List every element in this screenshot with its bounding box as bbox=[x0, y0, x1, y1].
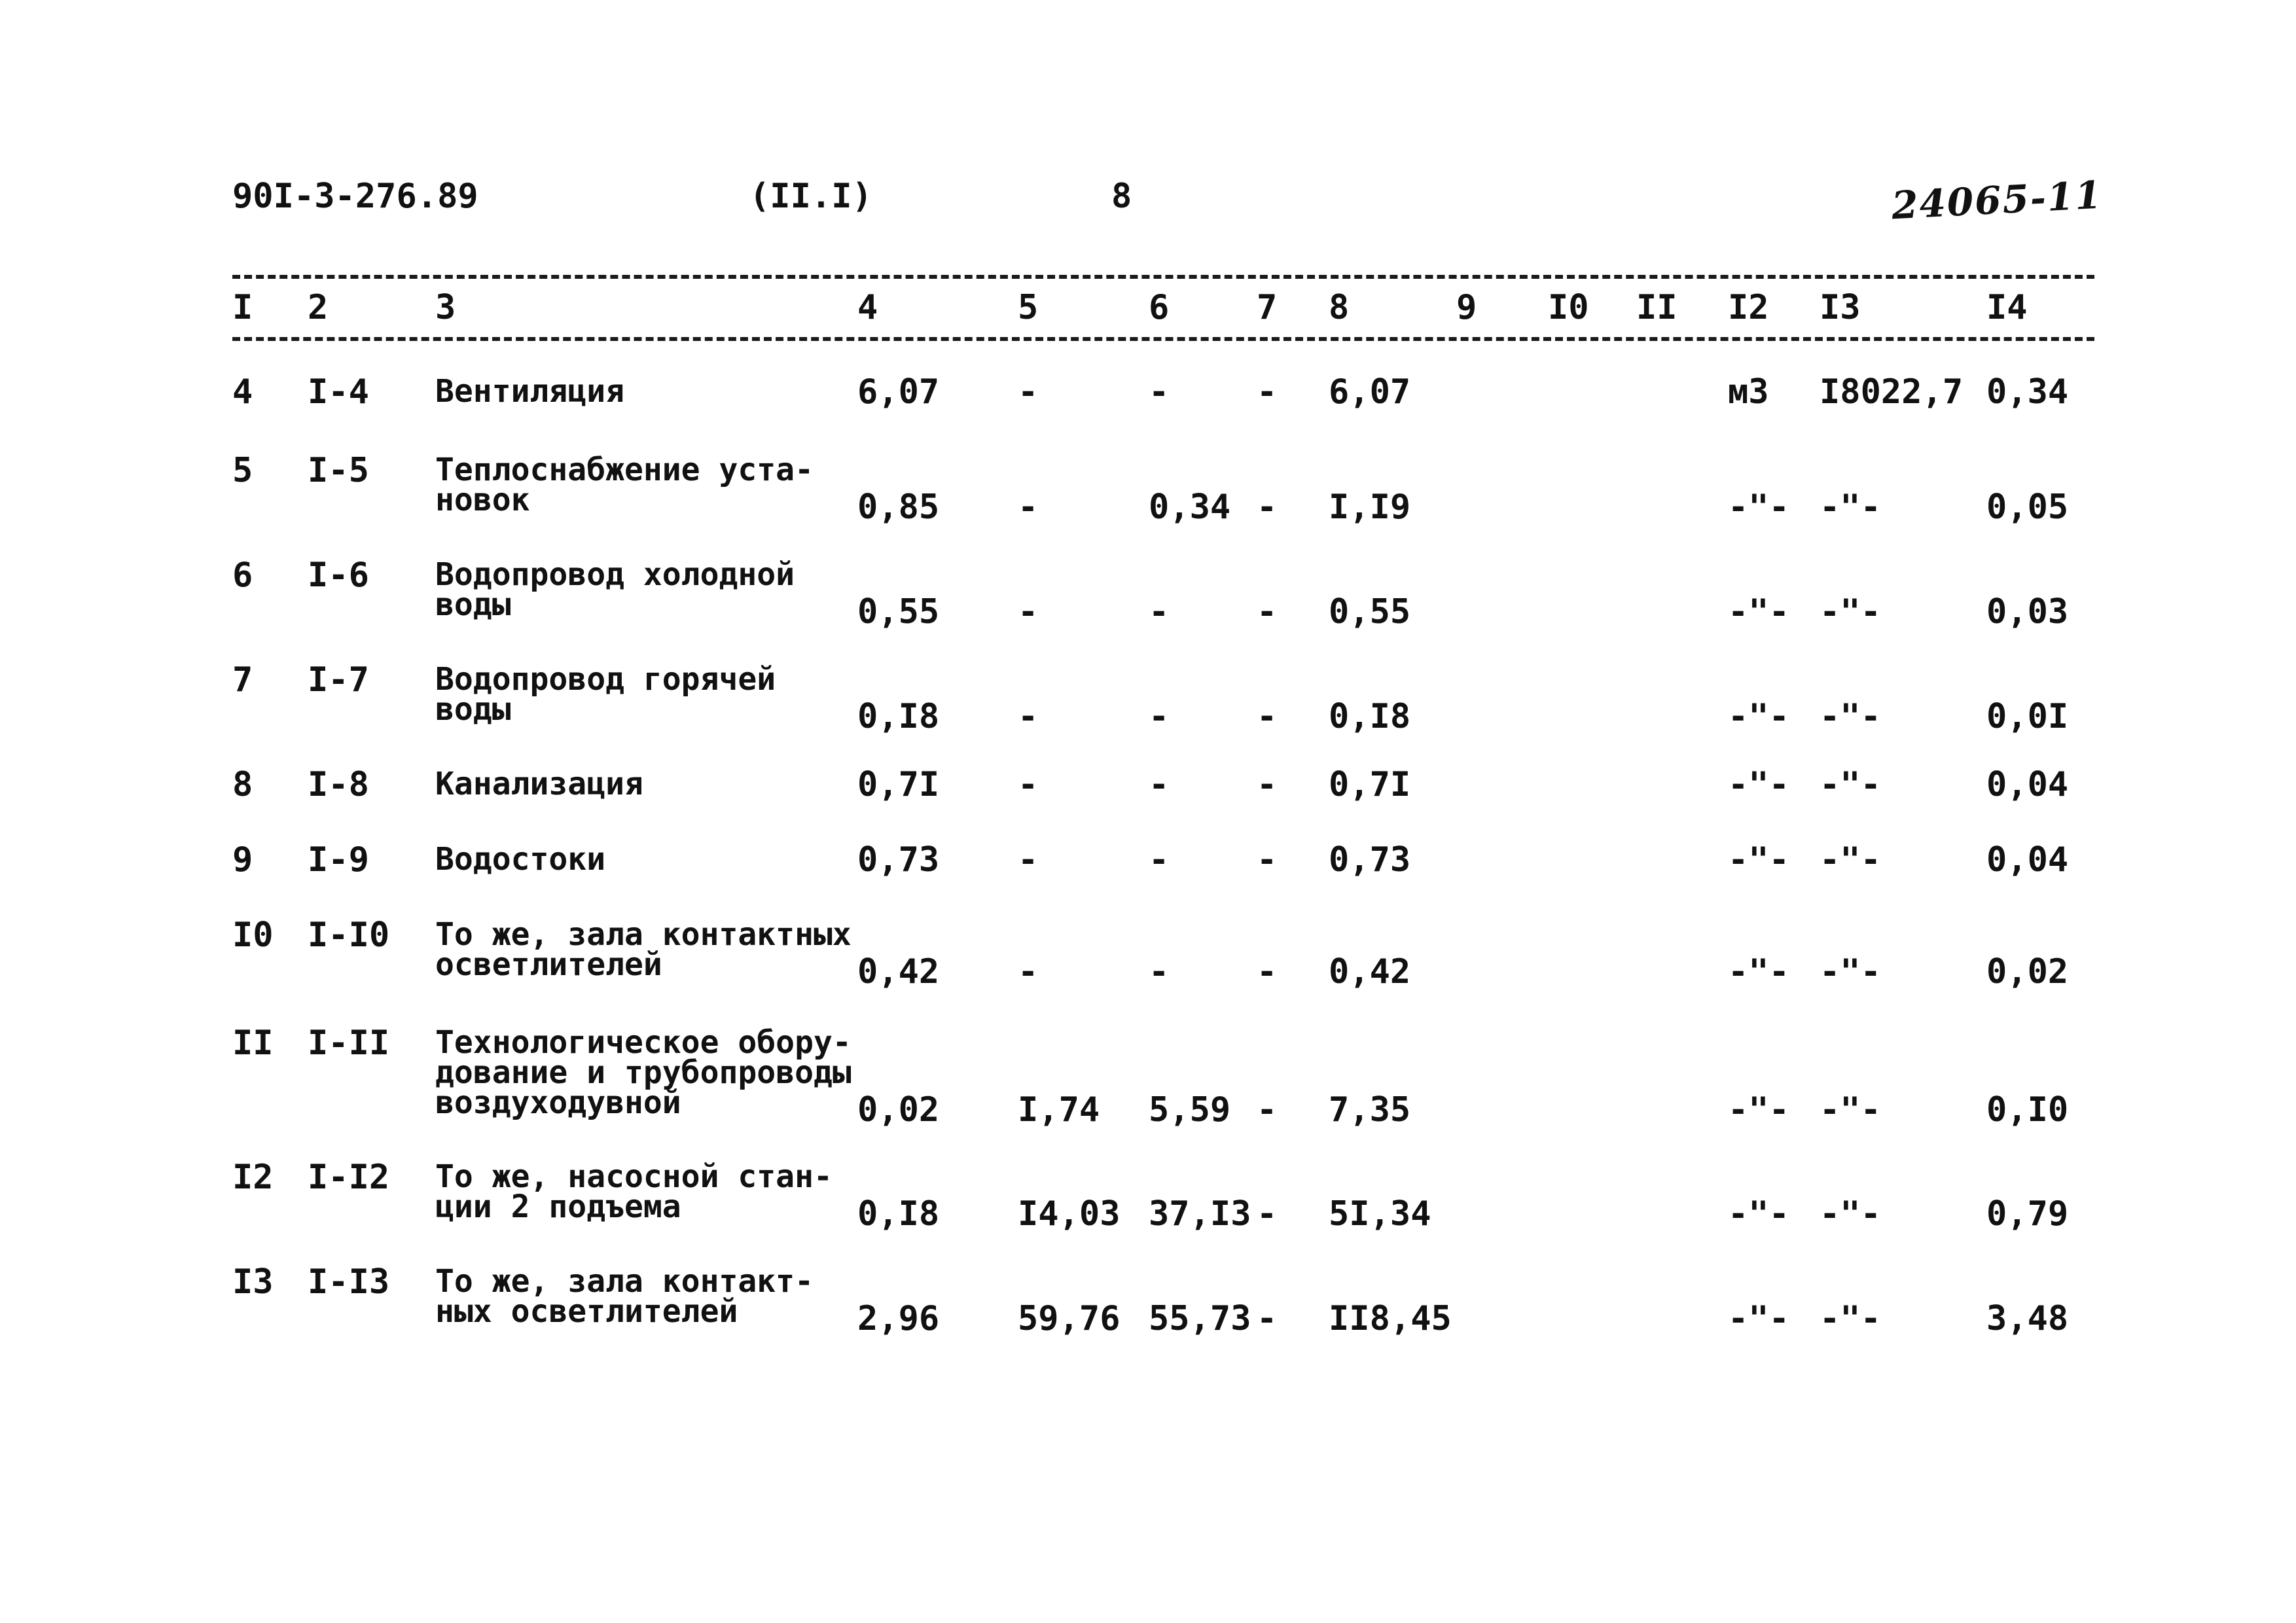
cell-col6: - bbox=[1149, 765, 1170, 804]
cell-col7: - bbox=[1257, 592, 1278, 632]
row-name-line: Водопровод горячей bbox=[435, 661, 776, 698]
column-number: 2 bbox=[308, 288, 329, 327]
cell-col8: 0,7I bbox=[1329, 765, 1411, 804]
row-number: 9 bbox=[232, 840, 253, 880]
cell-col6: 37,I3 bbox=[1149, 1194, 1251, 1234]
cell-col4: 0,55 bbox=[857, 592, 940, 632]
cell-col13: -"- bbox=[1820, 592, 1881, 632]
row-name bbox=[435, 452, 814, 518]
column-number: I bbox=[232, 288, 253, 327]
row-name-line: Теплоснабжение уста- bbox=[435, 452, 814, 488]
row-code: I-I0 bbox=[308, 916, 390, 955]
row-code: I-6 bbox=[308, 556, 369, 595]
cell-col12: -"- bbox=[1728, 592, 1789, 632]
cell-col12: -"- bbox=[1728, 697, 1789, 736]
page-number: 8 bbox=[1111, 177, 1132, 216]
cell-col6: 55,73 bbox=[1149, 1299, 1251, 1338]
cell-col12: -"- bbox=[1728, 765, 1789, 804]
cell-col13: -"- bbox=[1820, 488, 1881, 527]
cell-col6: - bbox=[1149, 372, 1170, 412]
cell-col8: II8,45 bbox=[1329, 1299, 1452, 1338]
cell-col5: I,74 bbox=[1018, 1090, 1100, 1130]
cell-col13: -"- bbox=[1820, 840, 1881, 880]
table-top-rule bbox=[232, 275, 2094, 279]
row-name bbox=[435, 661, 776, 728]
cell-col7: - bbox=[1257, 372, 1278, 412]
cell-col4: 0,02 bbox=[857, 1090, 940, 1130]
cell-col13: I8022,7 bbox=[1820, 372, 1964, 412]
cell-col7: - bbox=[1257, 765, 1278, 804]
cell-col8: 0,I8 bbox=[1329, 697, 1411, 736]
row-name bbox=[435, 1024, 852, 1121]
cell-col4: 2,96 bbox=[857, 1299, 940, 1338]
cell-col14: 0,02 bbox=[1986, 952, 2069, 991]
cell-col4: 6,07 bbox=[857, 372, 940, 412]
cell-col14: 0,04 bbox=[1986, 840, 2069, 880]
section-number: (II.I) bbox=[749, 177, 872, 216]
cell-col5: - bbox=[1018, 592, 1039, 632]
cell-col6: 5,59 bbox=[1149, 1090, 1231, 1130]
row-name bbox=[435, 766, 643, 802]
row-name bbox=[435, 556, 795, 623]
cell-col4: 0,I8 bbox=[857, 697, 940, 736]
cell-col13: -"- bbox=[1820, 765, 1881, 804]
cell-col13: -"- bbox=[1820, 1299, 1881, 1338]
cell-col6: - bbox=[1149, 952, 1170, 991]
cell-col14: 0,03 bbox=[1986, 592, 2069, 632]
cell-col8: I,I9 bbox=[1329, 488, 1411, 527]
cell-col8: 6,07 bbox=[1329, 372, 1411, 412]
column-number: I4 bbox=[1986, 288, 2028, 327]
cell-col7: - bbox=[1257, 697, 1278, 736]
cell-col14: 0,04 bbox=[1986, 765, 2069, 804]
cell-col4: 0,7I bbox=[857, 765, 940, 804]
row-number: I2 bbox=[232, 1158, 274, 1197]
column-number: I3 bbox=[1820, 288, 1861, 327]
cell-col14: 3,48 bbox=[1986, 1299, 2069, 1338]
column-number: 3 bbox=[435, 288, 456, 327]
cell-col6: - bbox=[1149, 592, 1170, 632]
cell-col8: 7,35 bbox=[1329, 1090, 1411, 1130]
cell-col14: 0,I0 bbox=[1986, 1090, 2069, 1130]
row-code: I-7 bbox=[308, 660, 369, 700]
column-number: 6 bbox=[1149, 288, 1170, 327]
cell-col12: -"- bbox=[1728, 1299, 1789, 1338]
cell-col8: 0,73 bbox=[1329, 840, 1411, 880]
cell-col6: - bbox=[1149, 697, 1170, 736]
row-name-line: То же, насосной стан- bbox=[435, 1158, 833, 1195]
cell-col7: - bbox=[1257, 1299, 1278, 1338]
cell-col12: -"- bbox=[1728, 1194, 1789, 1234]
row-number: 6 bbox=[232, 556, 253, 595]
cell-col7: - bbox=[1257, 952, 1278, 991]
row-name-line: Технологическое обору- bbox=[435, 1024, 852, 1061]
column-number: 4 bbox=[857, 288, 878, 327]
row-name-line: Канализация bbox=[435, 766, 643, 802]
row-code: I-9 bbox=[308, 840, 369, 880]
cell-col7: - bbox=[1257, 1194, 1278, 1234]
row-name bbox=[435, 373, 624, 410]
cell-col6: 0,34 bbox=[1149, 488, 1231, 527]
row-number: 4 bbox=[232, 372, 253, 412]
cell-col4: 0,42 bbox=[857, 952, 940, 991]
row-code: I-4 bbox=[308, 372, 369, 412]
row-name-line: воды bbox=[435, 691, 511, 728]
cell-col13: -"- bbox=[1820, 1090, 1881, 1130]
row-number: 7 bbox=[232, 660, 253, 700]
column-number: II bbox=[1636, 288, 1677, 327]
row-name bbox=[435, 1158, 833, 1225]
cell-col14: 0,05 bbox=[1986, 488, 2069, 527]
row-number: 8 bbox=[232, 765, 253, 804]
row-name bbox=[435, 916, 852, 983]
row-name bbox=[435, 841, 606, 878]
row-code: I-I2 bbox=[308, 1158, 390, 1197]
row-number: I3 bbox=[232, 1262, 274, 1302]
row-name-line: ции 2 подъема bbox=[435, 1188, 681, 1225]
cell-col4: 0,I8 bbox=[857, 1194, 940, 1234]
cell-col8: 0,42 bbox=[1329, 952, 1411, 991]
row-name-line: Водопровод холодной bbox=[435, 556, 795, 593]
cell-col5: I4,03 bbox=[1018, 1194, 1121, 1234]
row-name bbox=[435, 1263, 814, 1330]
cell-col5: - bbox=[1018, 840, 1039, 880]
cell-col14: 0,34 bbox=[1986, 372, 2069, 412]
cell-col4: 0,85 bbox=[857, 488, 940, 527]
doc-code: 90I-3-276.89 bbox=[232, 177, 478, 216]
row-name-line: дование и трубопроводы bbox=[435, 1054, 852, 1091]
cell-col4: 0,73 bbox=[857, 840, 940, 880]
cell-col8: 0,55 bbox=[1329, 592, 1411, 632]
row-code: I-I3 bbox=[308, 1262, 390, 1302]
row-code: I-8 bbox=[308, 765, 369, 804]
table-header-bottom-rule bbox=[232, 337, 2094, 341]
cell-col7: - bbox=[1257, 1090, 1278, 1130]
row-name-line: ных осветлителей bbox=[435, 1293, 738, 1330]
cell-col12: -"- bbox=[1728, 1090, 1789, 1130]
column-number: 5 bbox=[1018, 288, 1039, 327]
row-code: I-5 bbox=[308, 451, 369, 490]
cell-col7: - bbox=[1257, 840, 1278, 880]
cell-col6: - bbox=[1149, 840, 1170, 880]
row-name-line: То же, зала контакт- bbox=[435, 1263, 814, 1300]
row-name-line: То же, зала контактных bbox=[435, 916, 852, 953]
cell-col13: -"- bbox=[1820, 952, 1881, 991]
cell-col8: 5I,34 bbox=[1329, 1194, 1431, 1234]
column-number: 7 bbox=[1257, 288, 1278, 327]
row-name-line: Вентиляция bbox=[435, 373, 624, 410]
cell-col5: - bbox=[1018, 952, 1039, 991]
cell-col12: м3 bbox=[1728, 372, 1769, 412]
cell-col13: -"- bbox=[1820, 697, 1881, 736]
cell-col5: - bbox=[1018, 697, 1039, 736]
row-code: I-II bbox=[308, 1024, 390, 1063]
column-number: 9 bbox=[1456, 288, 1477, 327]
cell-col5: - bbox=[1018, 372, 1039, 412]
row-name-line: воды bbox=[435, 586, 511, 623]
row-name-line: новок bbox=[435, 482, 530, 518]
cell-col5: 59,76 bbox=[1018, 1299, 1121, 1338]
cell-col12: -"- bbox=[1728, 840, 1789, 880]
handwritten-number: 24065-11 bbox=[1890, 172, 2104, 228]
row-name-line: воздуходувной bbox=[435, 1084, 681, 1121]
row-name-line: Водостоки bbox=[435, 841, 606, 878]
cell-col5: - bbox=[1018, 488, 1039, 527]
cell-col14: 0,0I bbox=[1986, 697, 2069, 736]
row-number: 5 bbox=[232, 451, 253, 490]
row-name-line: осветлителей bbox=[435, 946, 662, 983]
cell-col12: -"- bbox=[1728, 488, 1789, 527]
row-number: II bbox=[232, 1024, 274, 1063]
column-number: I0 bbox=[1548, 288, 1589, 327]
column-number: 8 bbox=[1329, 288, 1350, 327]
row-number: I0 bbox=[232, 916, 274, 955]
column-number: I2 bbox=[1728, 288, 1769, 327]
cell-col5: - bbox=[1018, 765, 1039, 804]
cell-col7: - bbox=[1257, 488, 1278, 527]
cell-col12: -"- bbox=[1728, 952, 1789, 991]
cell-col14: 0,79 bbox=[1986, 1194, 2069, 1234]
cell-col13: -"- bbox=[1820, 1194, 1881, 1234]
